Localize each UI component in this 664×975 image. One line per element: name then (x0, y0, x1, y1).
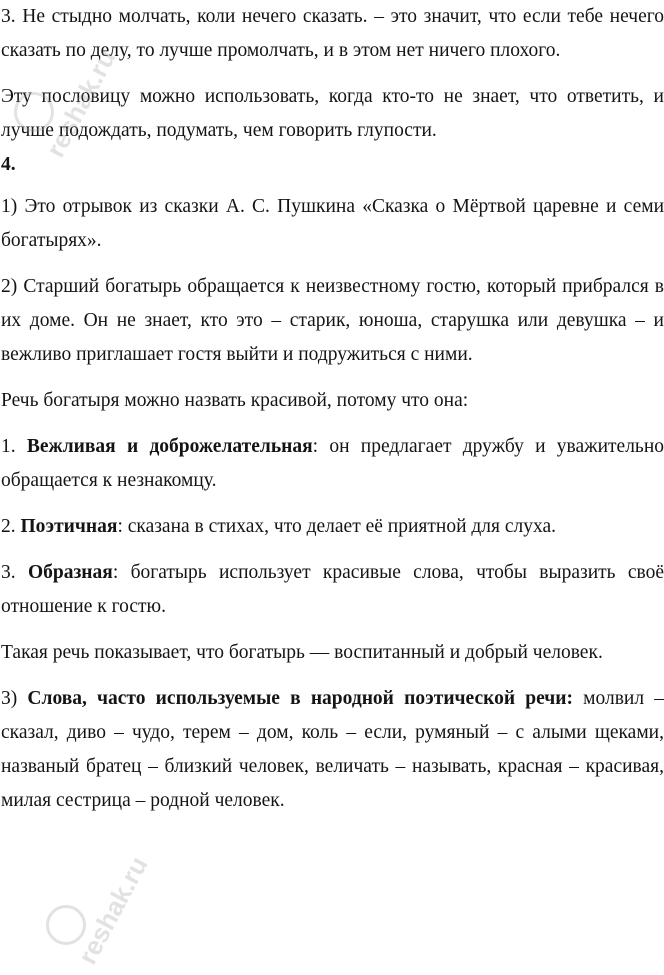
watermark-logo-icon (46, 905, 86, 945)
list-item-number: 3) (1, 688, 28, 709)
watermark-bottom: reshak.ru (72, 851, 154, 970)
list-item-term: Образная (27, 562, 113, 583)
list-item-number: 1. (1, 436, 27, 457)
list-item-text: : богатырь использует красивые слова, чтобы выразить своё отношение к гостю. (1, 562, 664, 617)
list-item-figurative (0, 556, 664, 624)
folk-words-heading: Слова, часто используемые в народной поэтической речи: (27, 688, 573, 709)
task-number-heading: 4. (1, 154, 16, 175)
list-item-number: 2. (1, 516, 21, 537)
paragraph-conclusion: Такая речь показывает, что богатырь — воспитанный и добрый человек. (1, 642, 603, 663)
paragraph-proverb-usage: Эту пословицу можно использовать, когда кто-то не знает, что ответить, и лучше подождать, подумать, чем говорить глупости. (1, 86, 664, 141)
paragraph-speech-intro: Речь богатыря можно назвать красивой, потому что она: (1, 390, 469, 411)
list-item-text: : сказана в стихах, что делает её приятной для слуха. (117, 516, 557, 537)
paragraph-proverb-explanation: 3. Не стыдно молчать, коли нечего сказать. – это значит, что если тебе нечего сказать по делу, то лучше промолчать, и в этом нет ничего плохого. (1, 6, 664, 61)
paragraph-folk-words (0, 682, 664, 818)
list-item-term: Вежливая и доброжелательная (26, 436, 313, 457)
list-item-text: : он предлагает дружбу и уважительно обращается к незнакомцу. (1, 436, 664, 491)
list-item-poetic (0, 510, 664, 544)
list-item-polite (0, 430, 664, 498)
list-item-term: Поэтичная (20, 516, 118, 537)
folk-words-list: молвил – сказал, диво – чудо, терем – дом, коль – если, румяный – с алыми щеками, названый братец – близкий человек, величать – называть, красная – красивая, милая сестрица – родной человек. (1, 688, 664, 811)
list-item-number: 3. (1, 562, 28, 583)
watermark-top: reshak.ru (40, 44, 122, 163)
paragraph-source: 1) Это отрывок из сказки А. С. Пушкина «Сказка о Мёртвой царевне и семи богатырях». (1, 196, 664, 251)
paragraph-bogatyr-speech: 2) Старший богатырь обращается к неизвестному гостю, который прибрался в их доме. Он не знает, кто это – старик, юноша, старушка или девушка – и вежливо приглашает гостя выйти и подружиться с ними. (1, 276, 664, 365)
